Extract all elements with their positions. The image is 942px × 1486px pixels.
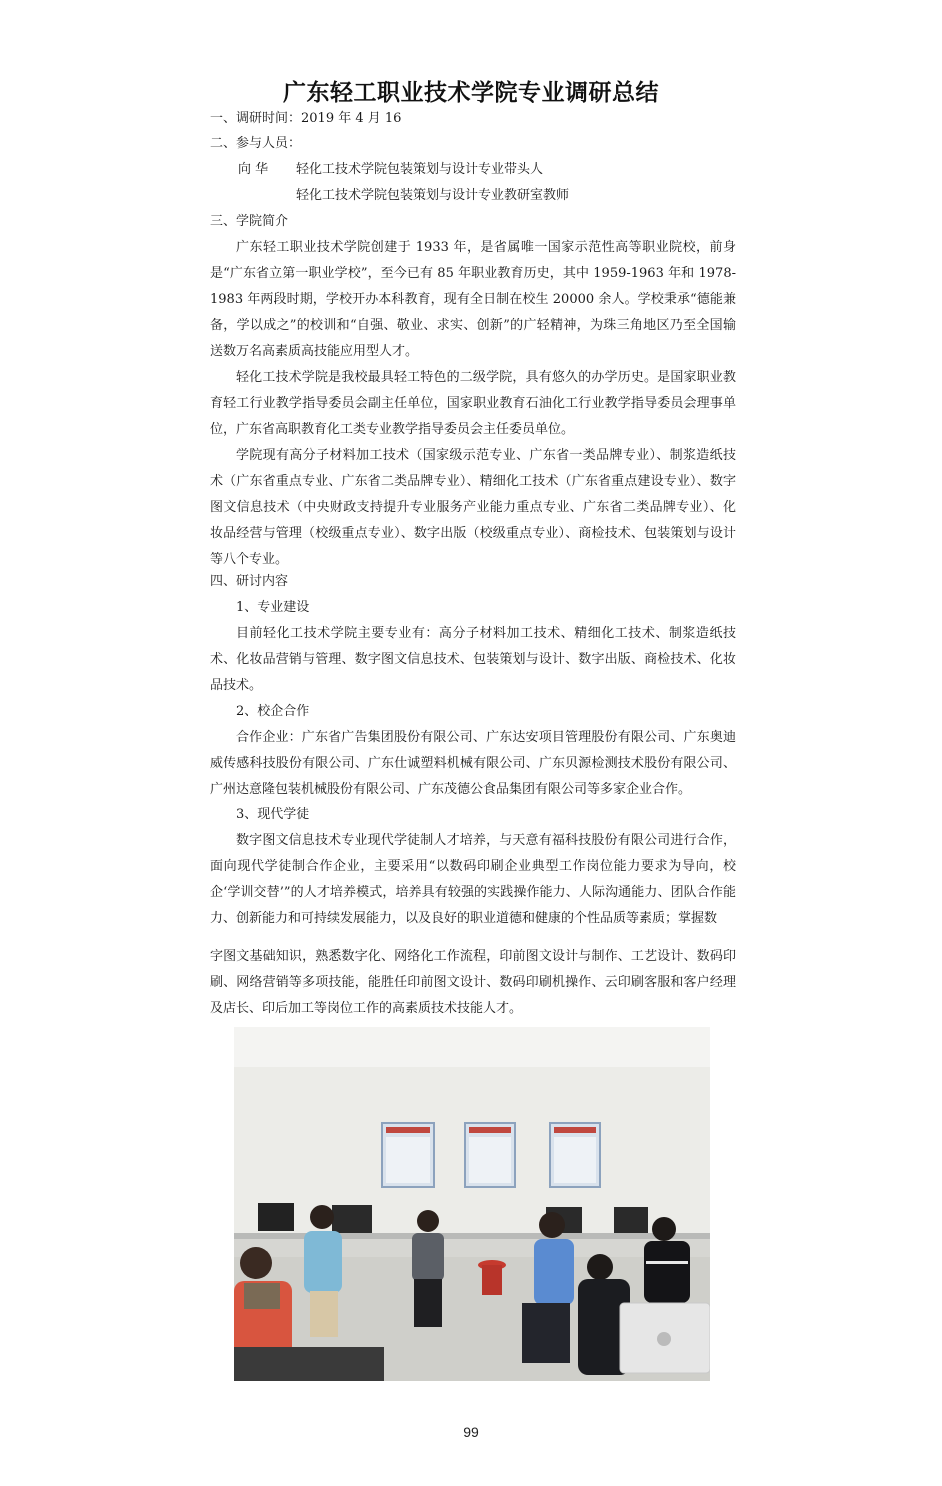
- college-intro-paragraph-1: 广东轻工职业技术学院创建于 1933 年，是省属唯一国家示范性高等职业院校，前身是“广东省立第一职业学校”，至今已有 85 年职业教育历史，其中 1959-1963 年和 1978-1983 年两段时期，学校开办本科教育，现有全日制在校生 20000 余人。学校秉承“德能兼备，学以成之”的校训和“自强、敬业、求实、创新”的广轻精神，为珠三角地区乃至全国输送数万名高素质高技能应用型人才。: [210, 240, 736, 359]
- college-intro-paragraph-3: 学院现有高分子材料加工技术（国家级示范专业、广东省一类品牌专业）、制浆造纸技术（广东省重点专业、广东省二类品牌专业）、精细化工技术（广东省重点建设专业）、数字图文信息技术（中央财政支持提升专业服务产业能力重点专业、广东省二类品牌专业）、化妆品经营与管理（校级重点专业）、数字出版（校级重点专业）、商检技术、包装策划与设计等八个专业。: [210, 448, 736, 567]
- college-intro-paragraph-2: 轻化工技术学院是我校最具轻工特色的二级学院，具有悠久的办学历史。是国家职业教育轻工行业教学指导委员会副主任单位，国家职业教育石油化工行业教学指导委员会理事单位，广东省高职教育化工类专业教学指导委员会主任委员单位。: [210, 370, 736, 437]
- modern-apprenticeship-heading: 3、现代学徒: [236, 807, 310, 822]
- school-enterprise-paragraph: 合作企业：广东省广告集团股份有限公司、广东达安项目管理股份有限公司、广东奥迪威传感科技股份有限公司、广东仕诚塑料机械有限公司、广东贝源检测技术股份有限公司、广州达意隆包装机械股份有限公司、广东茂德公食品集团有限公司等多家企业合作。: [210, 730, 736, 797]
- page-title: 广东轻工职业技术学院专业调研总结: [283, 80, 659, 106]
- school-enterprise-heading: 2、校企合作: [236, 704, 310, 719]
- wall-poster-right: [550, 1123, 600, 1187]
- meeting-photo: [234, 1027, 710, 1381]
- participant-1-name: 向 华: [238, 162, 269, 177]
- wall-poster-middle: [465, 1123, 515, 1187]
- major-construction-paragraph: 目前轻化工技术学院主要专业有：高分子材料加工技术、精细化工技术、制浆造纸技术、化妆品营销与管理、数字图文信息技术、包装策划与设计、数字出版、商检技术、化妆品技术。: [210, 626, 736, 693]
- major-construction-heading: 1、专业建设: [236, 600, 310, 615]
- participant-1-role: 轻化工技术学院包装策划与设计专业带头人: [296, 162, 544, 177]
- participant-2-role: 轻化工技术学院包装策划与设计专业教研室教师: [296, 188, 570, 203]
- discussion-heading: 四、研讨内容: [210, 574, 289, 589]
- survey-time-label: 一、调研时间：: [210, 111, 302, 126]
- college-intro-heading: 三、学院简介: [210, 214, 289, 229]
- wall-poster-left: [382, 1123, 434, 1187]
- survey-time-value: 2019 年 4 月 16: [301, 111, 402, 126]
- participants-heading: 二、参与人员：: [210, 136, 302, 151]
- page-number: 99: [463, 1424, 479, 1440]
- modern-apprenticeship-paragraph-a: 数字图文信息技术专业现代学徒制人才培养，与天意有福科技股份有限公司进行合作，面向现代学徒制合作企业，主要采用“以数码印刷企业典型工作岗位能力要求为导向，校企‘学训交替’”的人才培养模式，培养具有较强的实践操作能力、人际沟通能力、团队合作能力、创新能力和可持续发展能力，以及良好的职业道德和健康的个性品质等素质；掌握数: [210, 833, 736, 926]
- survey-time-line: [210, 106, 401, 132]
- modern-apprenticeship-paragraph-b: 字图文基础知识，熟悉数字化、网络化工作流程，印前图文设计与制作、工艺设计、数码印刷、网络营销等多项技能，能胜任印前图文设计、数码印刷机操作、云印刷客服和客户经理及店长、印后加工等岗位工作的高素质技术技能人才。: [210, 949, 736, 1016]
